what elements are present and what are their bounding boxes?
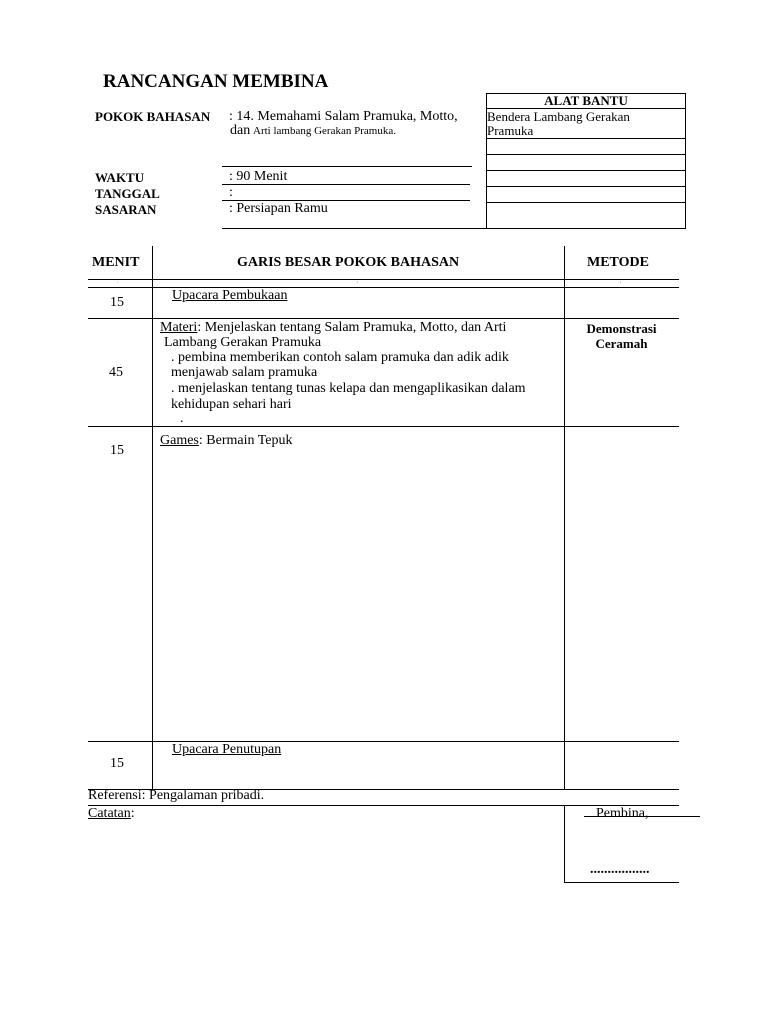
alat-bantu-rule [486,170,685,171]
footer-rule [88,805,679,806]
sasaran-label: SASARAN [95,202,157,217]
catatan-colon: : [130,806,135,821]
table-row-menit: 15 [110,295,124,310]
col-number-3: 3 [620,282,621,284]
table-row-line: . pembina memberikan contoh salam pramuka dan adik adik [171,350,509,365]
col-header-metode: METODE [587,255,649,270]
signature-divider [564,806,565,882]
signature-dots: ................. [590,862,650,877]
table-row-line: kehidupan sehari hari [171,397,292,412]
table-row-line: . [180,411,184,426]
page-title: RANCANGAN MEMBINA [103,71,329,92]
pokok-bahasan-value-cont: Arti lambang Gerakan Pramuka. [253,125,396,137]
table-row-heading-rest: : Menjelaskan tentang Salam Pramuka, Motto, dan Arti [197,320,507,335]
alat-bantu-item: Bendera Lambang Gerakan [487,109,630,124]
alat-bantu-title: ALAT BANTU [544,93,628,108]
table-rule [88,318,679,319]
col-header-garis-besar: GARIS BESAR POKOK BAHASAN [237,255,460,270]
signature-line [564,882,679,883]
alat-bantu-rule [486,154,685,155]
table-row-menit: 15 [110,756,124,771]
sasaran-value: : Persiapan Ramu [229,201,328,216]
col-header-menit: MENIT [92,255,140,270]
header-rule [222,166,472,167]
table-divider [152,246,153,790]
alat-bantu-rule [486,202,685,203]
referensi-text: Referensi: Pengalaman pribadi. [88,788,265,803]
waktu-label: WAKTU [95,170,145,185]
alat-bantu-item-cont: Pramuka [487,123,534,138]
table-row-menit: 45 [109,365,123,380]
table-row-heading: Materi [160,320,198,335]
table-row-metode: Ceramah [595,336,648,351]
header-rule [222,228,486,229]
table-row-heading: Upacara Penutupan [172,742,282,757]
pembina-label: Pembina, [596,806,649,821]
pokok-bahasan-label: POKOK BAHASAN [95,109,211,124]
table-rule [88,426,679,427]
tanggal-value: : [229,185,233,200]
pokok-bahasan-value-dan: dan [230,123,251,138]
catatan-label: Catatan [88,806,131,821]
pokok-bahasan-value: : 14. Memahami Salam Pramuka, Motto, [229,109,458,124]
table-row-heading: Upacara Pembukaan [172,288,288,303]
col-number-2: 2 [357,282,358,284]
table-rule [88,279,679,280]
table-row-line: menjawab salam pramuka [171,365,318,380]
col-number-1: 1 [117,282,118,284]
table-row-menit: 15 [110,443,124,458]
table-row-heading-rest: : Bermain Tepuk [198,433,293,448]
waktu-value: : 90 Menit [229,169,288,184]
alat-bantu-rule [486,186,685,187]
table-row-metode: Demonstrasi [586,321,657,336]
table-row-line: . menjelaskan tentang tunas kelapa dan mengaplikasikan dalam [171,381,526,396]
table-row-heading: Games [160,433,199,448]
pembina-strike [584,816,700,817]
tanggal-label: TANGGAL [95,186,160,201]
table-row-line: Lambang Gerakan Pramuka [164,335,322,350]
